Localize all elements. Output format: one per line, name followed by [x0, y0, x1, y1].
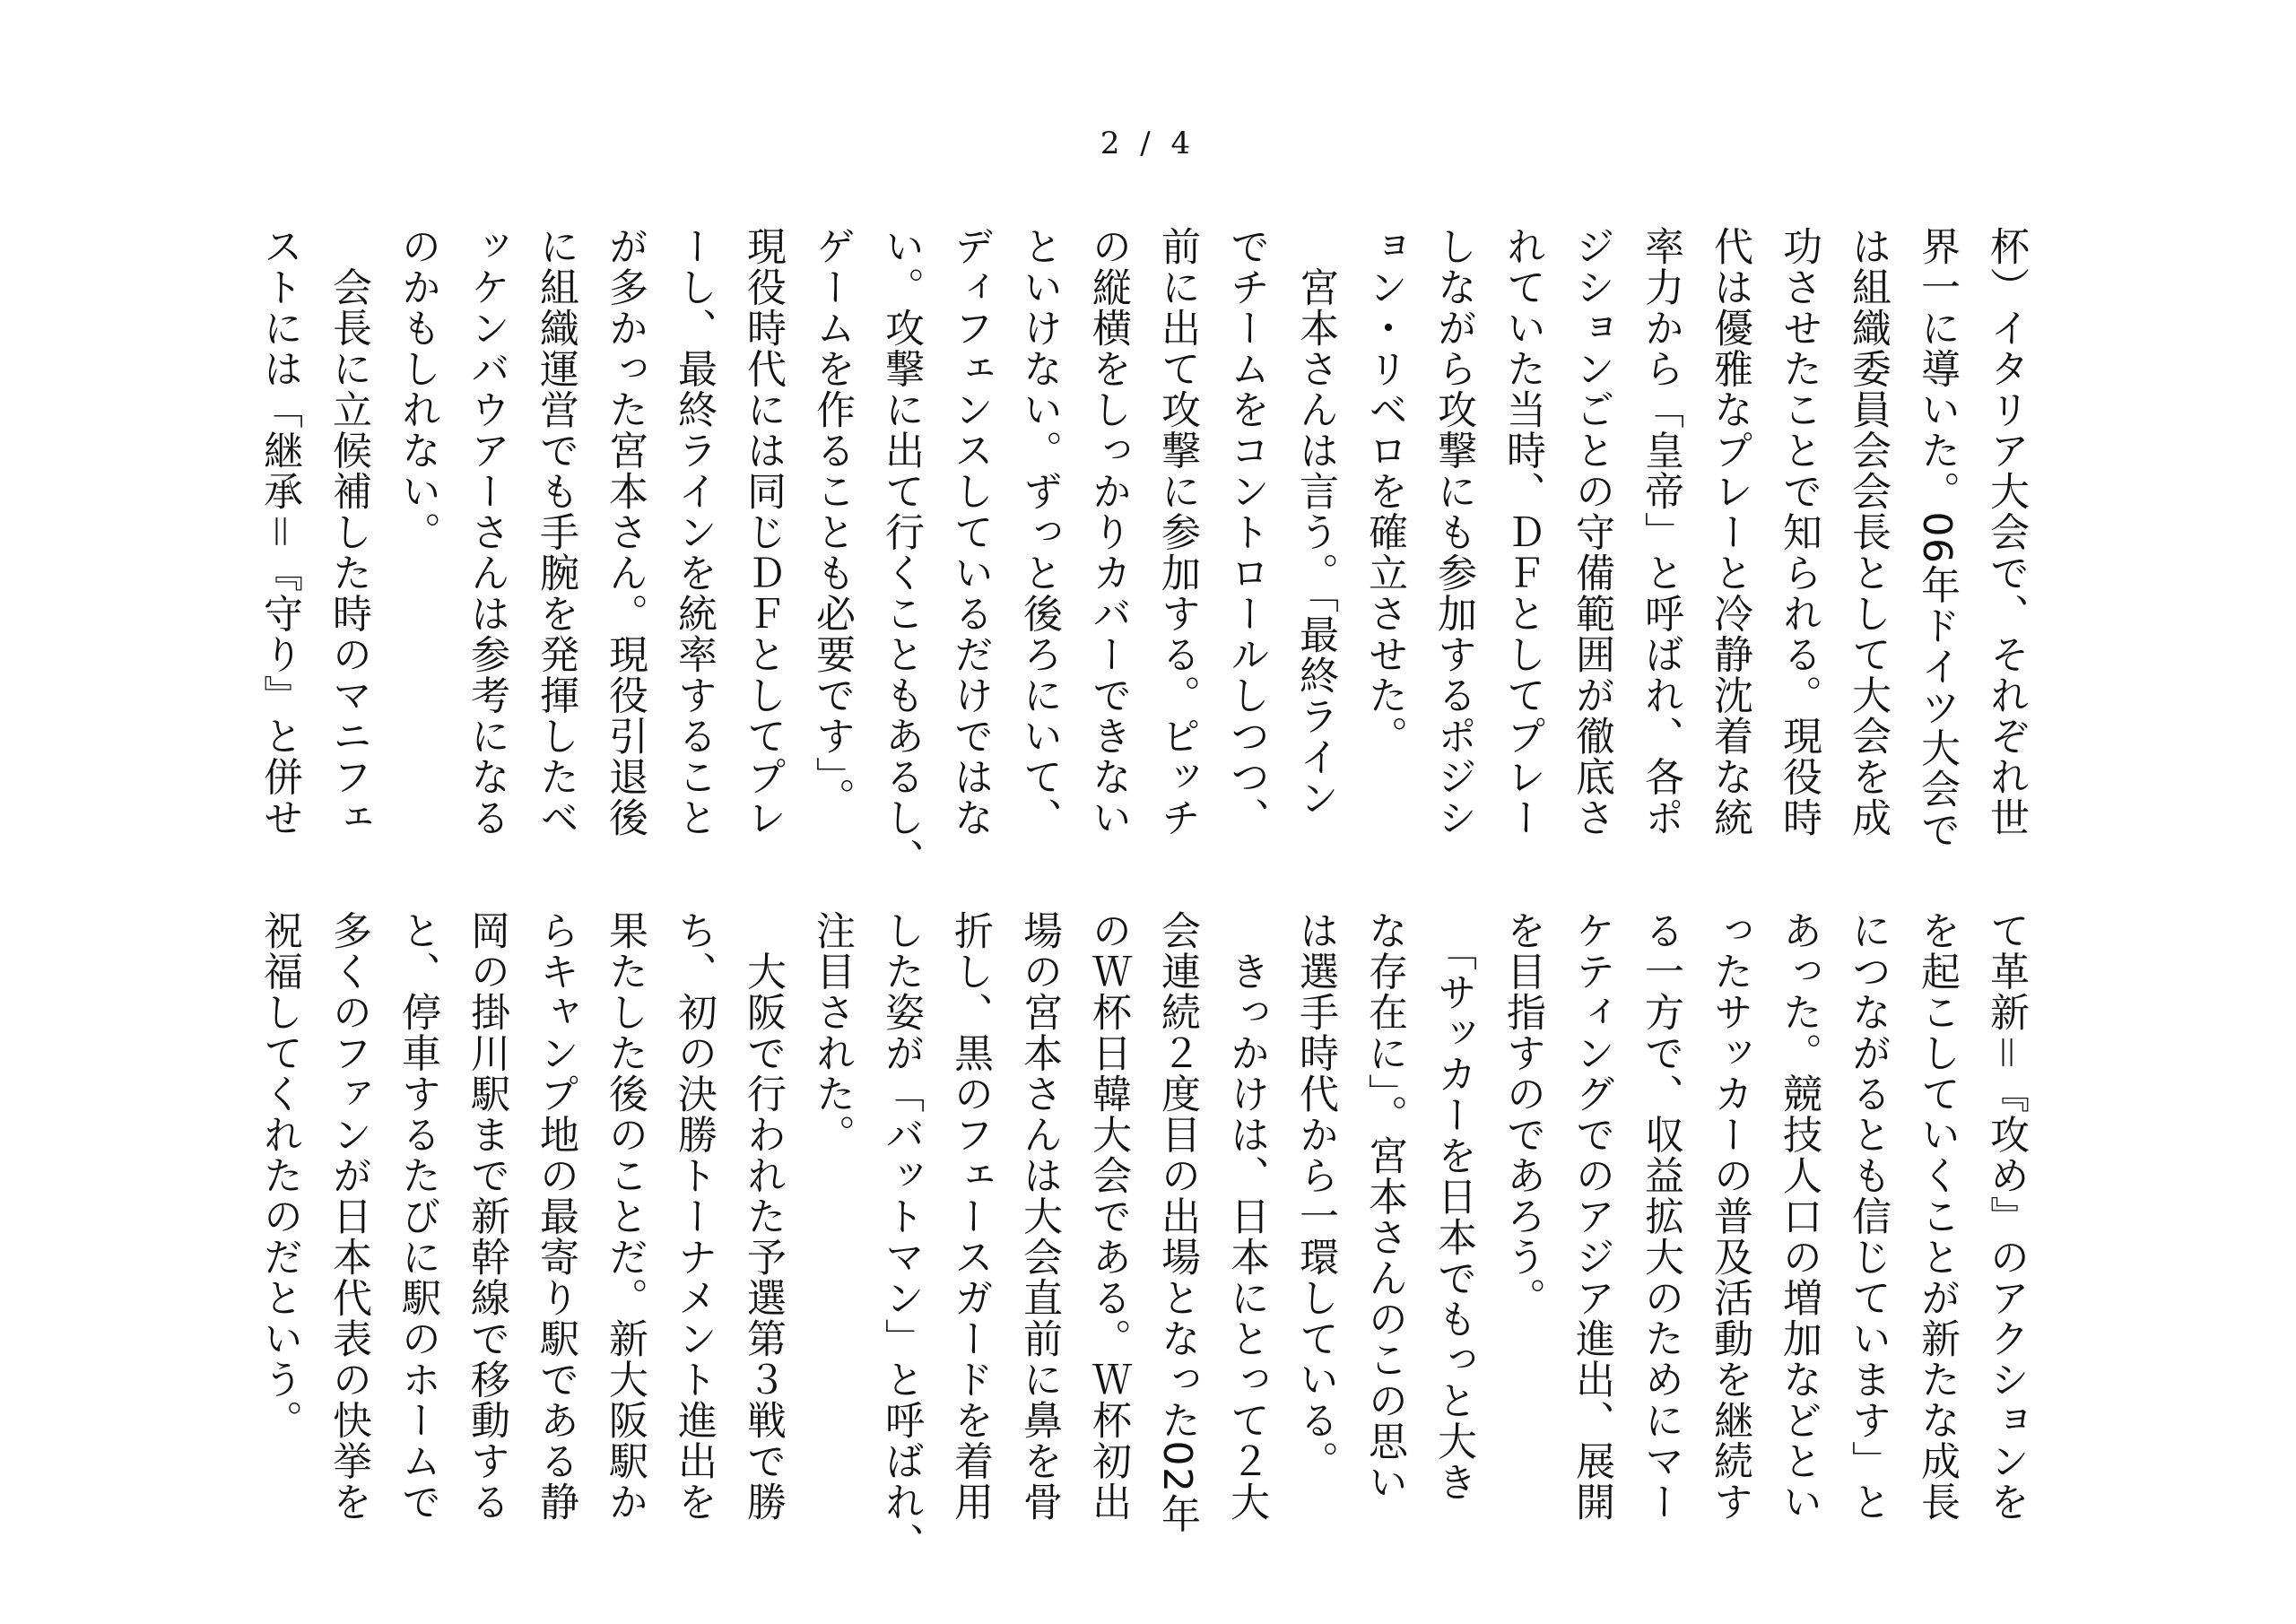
text-line: る一方で、収益拡大のためにマー	[1638, 910, 1683, 1523]
text-line: きっかけは、日本にとって２大	[1223, 910, 1269, 1523]
article-text-upper	[245, 226, 2040, 879]
text-line: は組織委員会会長として大会を成	[1845, 226, 1891, 838]
text-line: 多くのファンが日本代表の快挙を	[326, 910, 371, 1523]
text-line: でチームをコントロールしつつ、	[1223, 226, 1269, 838]
text-line: 大阪で行われた予選第３戦で勝	[740, 910, 786, 1523]
text-line: れていた当時、ＤＦとしてプレー	[1500, 226, 1545, 838]
text-line: ゲームを作ることも必要です」。	[809, 226, 855, 819]
text-line: した姿が「バットマン」と呼ばれ、	[878, 910, 924, 1563]
text-line: 折し、黒のフェースガードを着用	[947, 910, 993, 1523]
text-line: 会長に立候補した時のマニフェ	[326, 226, 371, 838]
text-line: しながら攻撃にも参加するポジシ	[1431, 226, 1476, 838]
text-line: ッケンバウアーさんは参考になる	[464, 226, 509, 838]
text-line: 祝福してくれたのだという。	[257, 910, 302, 1441]
text-line: い。攻撃に出て行くこともあるし、	[878, 226, 924, 879]
text-line: が多かった宮本さん。現役引退後	[602, 226, 648, 838]
text-line: 杯）イタリア大会で、それぞれ世	[1983, 226, 2029, 838]
text-line: 代は優雅なプレーと冷静沈着な統	[1707, 226, 1752, 838]
text-line: 注目された。	[809, 910, 855, 1155]
text-line: 率力から「皇帝」と呼ばれ、各ポ	[1638, 226, 1683, 838]
text-line: ケティングでのアジア進出、展開	[1569, 910, 1614, 1523]
text-line: につながるとも信じています」と	[1845, 910, 1891, 1523]
text-line: らキャンプ地の最寄り駅である静	[533, 910, 578, 1523]
text-line: といけない。ずっと後ろにいて、	[1016, 226, 1062, 838]
text-line: 「サッカーを日本でもっと大き	[1431, 910, 1476, 1503]
text-line: と、停車するたびに駅のホームで	[395, 910, 440, 1523]
text-line: を起こしていくことが新たな成長	[1914, 910, 1960, 1523]
article-text-lower	[245, 910, 2040, 1563]
text-line: ストには「継承＝『守り』と併せ	[257, 226, 302, 838]
text-line: は選手時代から一環している。	[1292, 910, 1338, 1481]
text-line: 宮本さんは言う。「最終ライン	[1292, 226, 1338, 819]
text-line: 現役時代には同じＤＦとしてプレ	[740, 226, 786, 838]
text-line: ジションごとの守備範囲が徹底さ	[1569, 226, 1614, 838]
page-number: 2 / 4	[1100, 126, 1196, 161]
text-line: 果たした後のことだ。新大阪駅か	[602, 910, 648, 1523]
text-line: ディフェンスしているだけではな	[947, 226, 993, 838]
text-line: 功させたことで知られる。現役時	[1776, 226, 1822, 838]
text-line: 界一に導いた。06年ドイツ大会で	[1914, 226, 1960, 850]
text-line: 岡の掛川駅まで新幹線で移動する	[464, 910, 509, 1523]
text-line: 前に出て攻撃に参加する。ピッチ	[1154, 226, 1200, 838]
text-line: ョン・リベロを確立させた。	[1361, 226, 1407, 757]
text-line: ち、初の決勝トーナメント進出を	[671, 910, 717, 1523]
text-line: て革新＝『攻め』のアクションを	[1983, 910, 2029, 1523]
text-line: あった。競技人口の増加などとい	[1776, 910, 1822, 1523]
text-line: の縦横をしっかりカバーできない	[1085, 226, 1131, 838]
text-line: ったサッカーの普及活動を継続す	[1707, 910, 1752, 1523]
text-line: のかもしれない。	[395, 226, 440, 552]
text-line: に組織運営でも手腕を発揮したベ	[533, 226, 578, 838]
text-line: な存在に」。宮本さんのこの思い	[1361, 910, 1407, 1503]
text-line: 場の宮本さんは大会直前に鼻を骨	[1016, 910, 1062, 1523]
text-line: ーし、最終ラインを統率すること	[671, 226, 717, 838]
text-line: を目指すのであろう。	[1500, 910, 1545, 1318]
text-line: 会連続２度目の出場となった02年	[1154, 910, 1200, 1534]
text-line: のＷ杯日韓大会である。Ｗ杯初出	[1085, 910, 1131, 1523]
